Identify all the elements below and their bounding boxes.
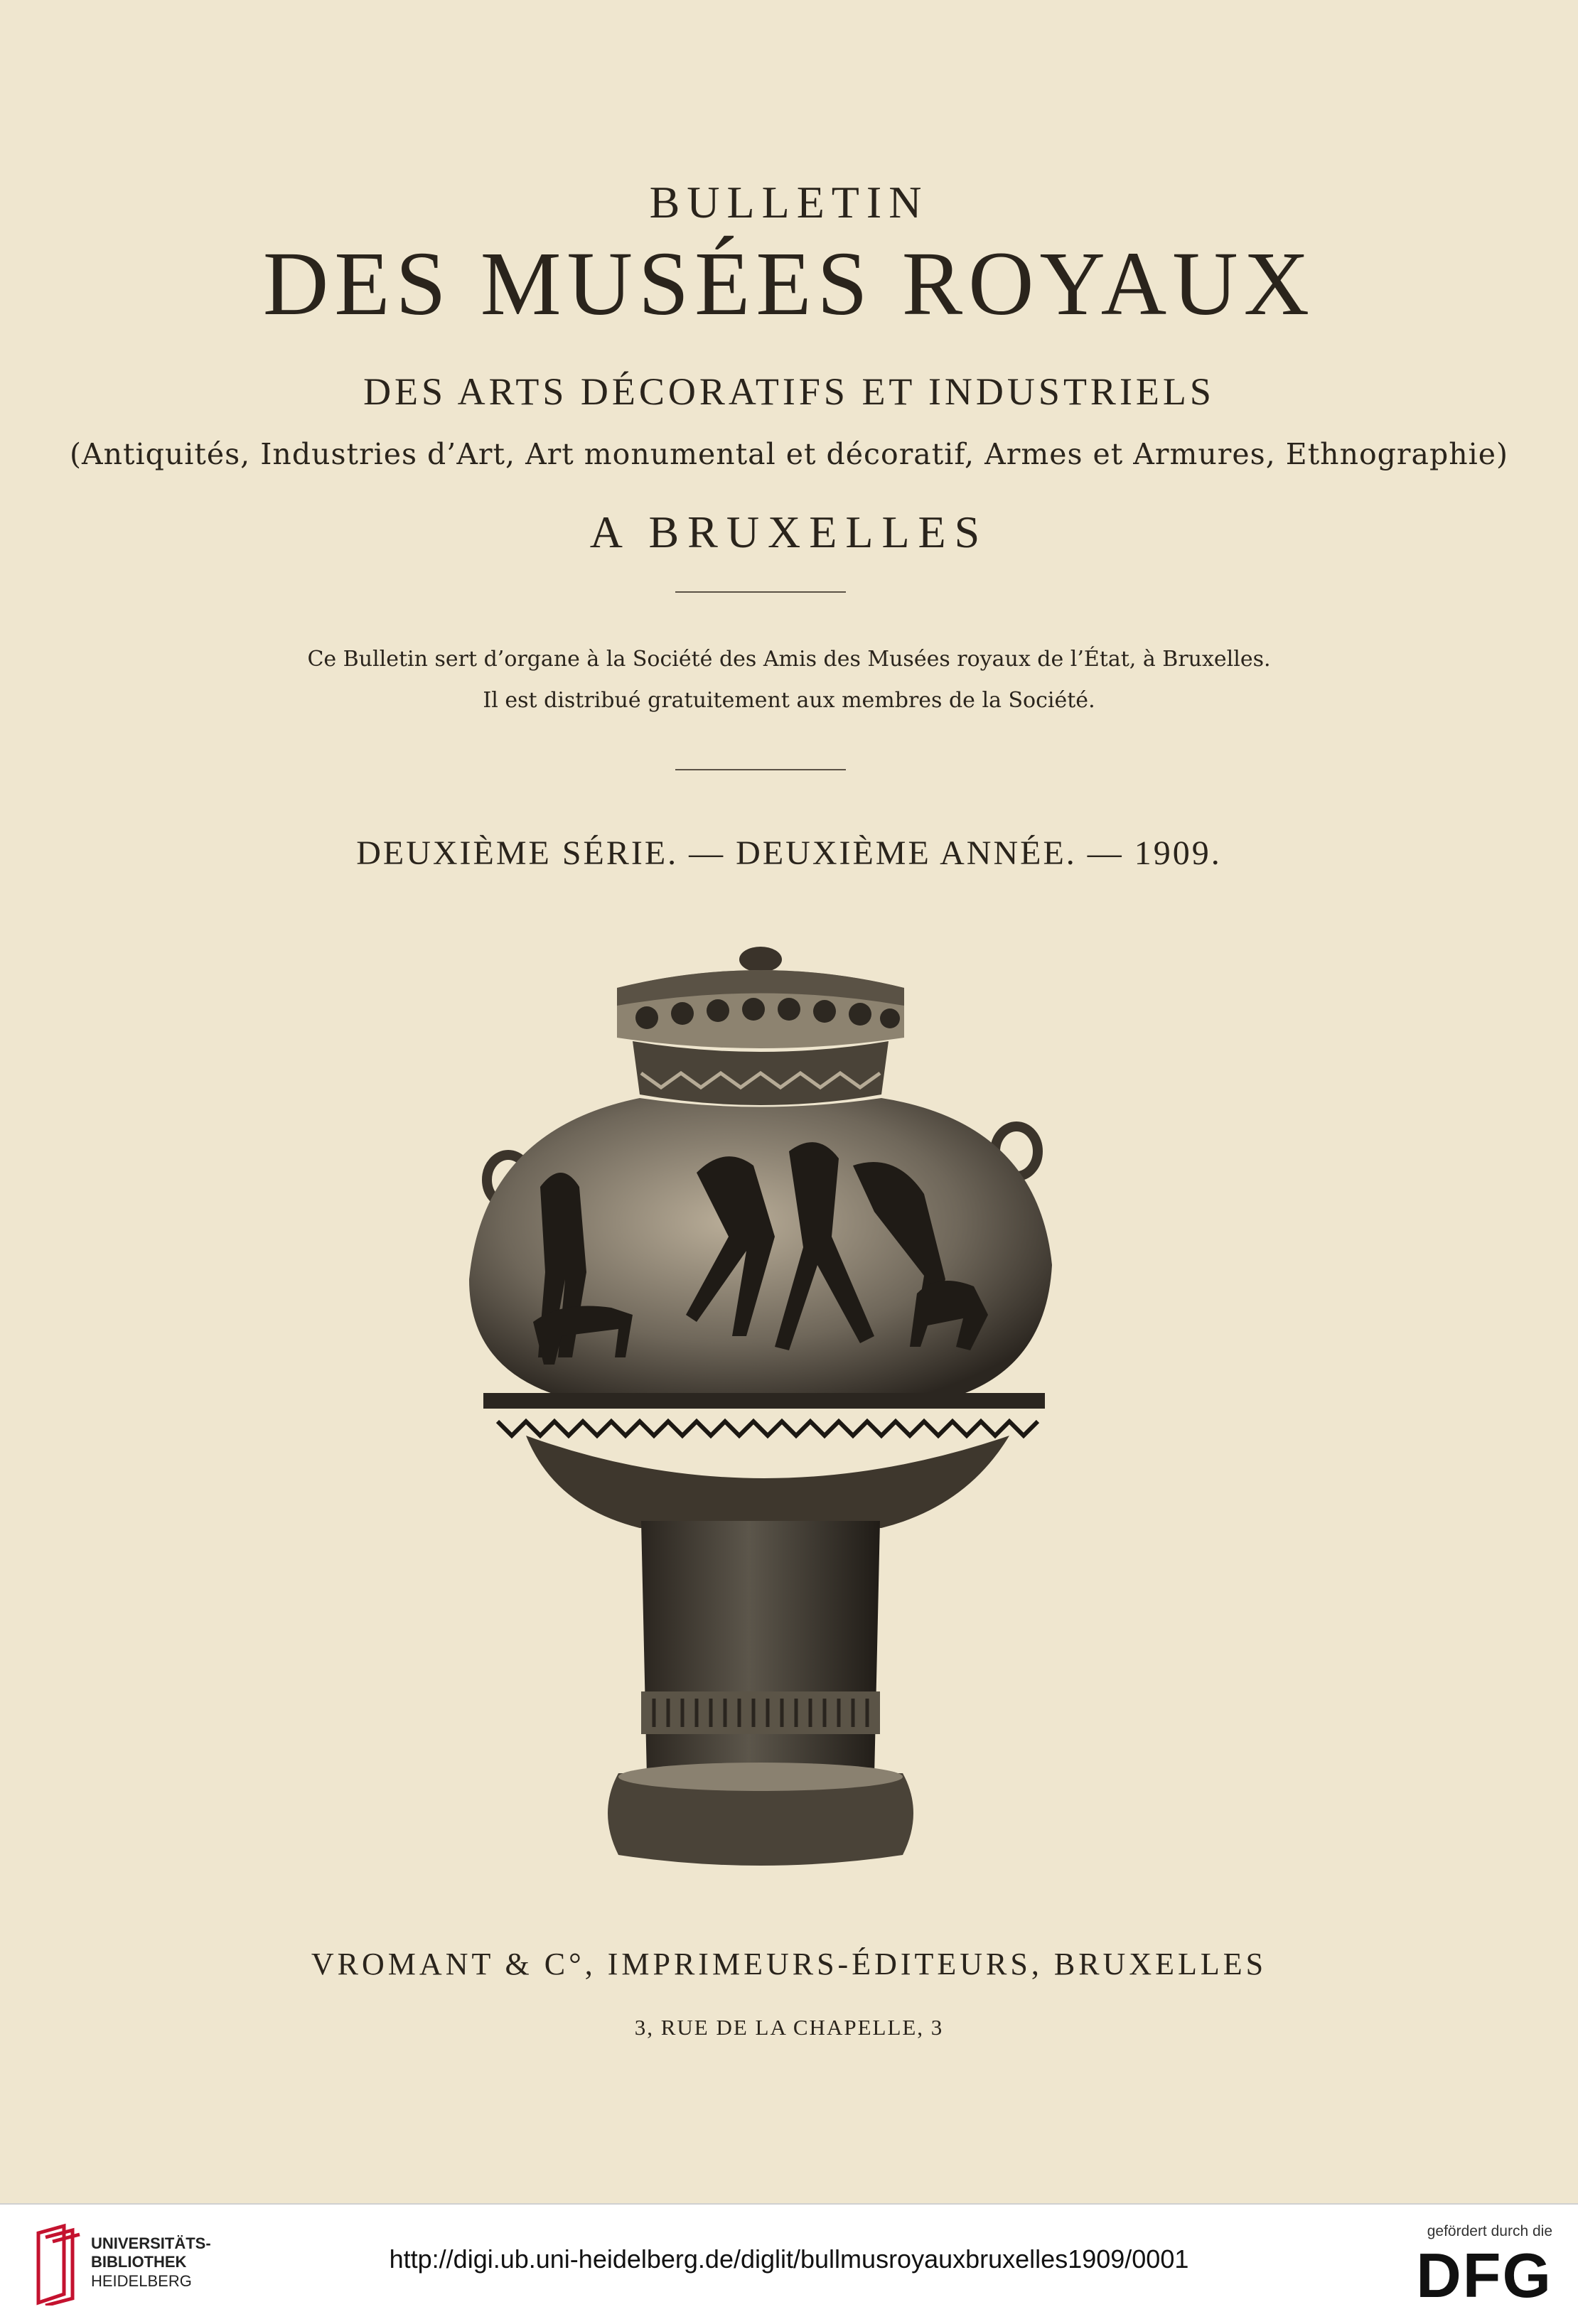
series-line: DEUXIÈME SÉRIE. — DEUXIÈME ANNÉE. — 1909. — [356, 834, 1222, 872]
funding-caption: gefördert durch die — [1427, 2223, 1552, 2239]
address-line: 3, RUE DE LA CHAPELLE, 3 — [634, 2015, 944, 2040]
library-name-line-3: HEIDELBERG — [91, 2271, 192, 2290]
divider-rule — [675, 591, 846, 593]
note-line-1: Ce Bulletin sert d’organe à la Société des Amis des Musées royaux de l’État, à Bruxelles. — [307, 647, 1271, 672]
dfg-logo: DFG — [1416, 2240, 1552, 2310]
digitization-footer — [0, 2203, 1578, 2324]
permalink-url[interactable]: http://digi.ub.uni-heidelberg.de/diglit/bullmusroyauxbruxelles1909/0001 — [389, 2244, 1189, 2274]
sections-line: (Antiquités, Industries d’Art, Art monumental et décoratif, Armes et Armures, Ethnographie) — [70, 437, 1508, 471]
library-name-line-2: BIBLIOTHEK — [91, 2253, 187, 2271]
printer-line: VROMANT & C°, IMPRIMEURS-ÉDITEURS, BRUXELLES — [311, 1947, 1267, 1981]
bulletin-heading: BULLETIN — [649, 177, 929, 227]
divider-rule — [675, 769, 846, 770]
greek-vase-illustration — [455, 938, 1080, 1883]
library-name-line-1: UNIVERSITÄTS- — [91, 2234, 211, 2252]
subtitle: DES ARTS DÉCORATIFS ET INDUSTRIELS — [363, 370, 1215, 413]
city-line: A BRUXELLES — [589, 507, 989, 557]
main-title: DES MUSÉES ROYAUX — [262, 233, 1316, 334]
note-line-2: Il est distribué gratuitement aux membres de la Société. — [483, 688, 1095, 713]
